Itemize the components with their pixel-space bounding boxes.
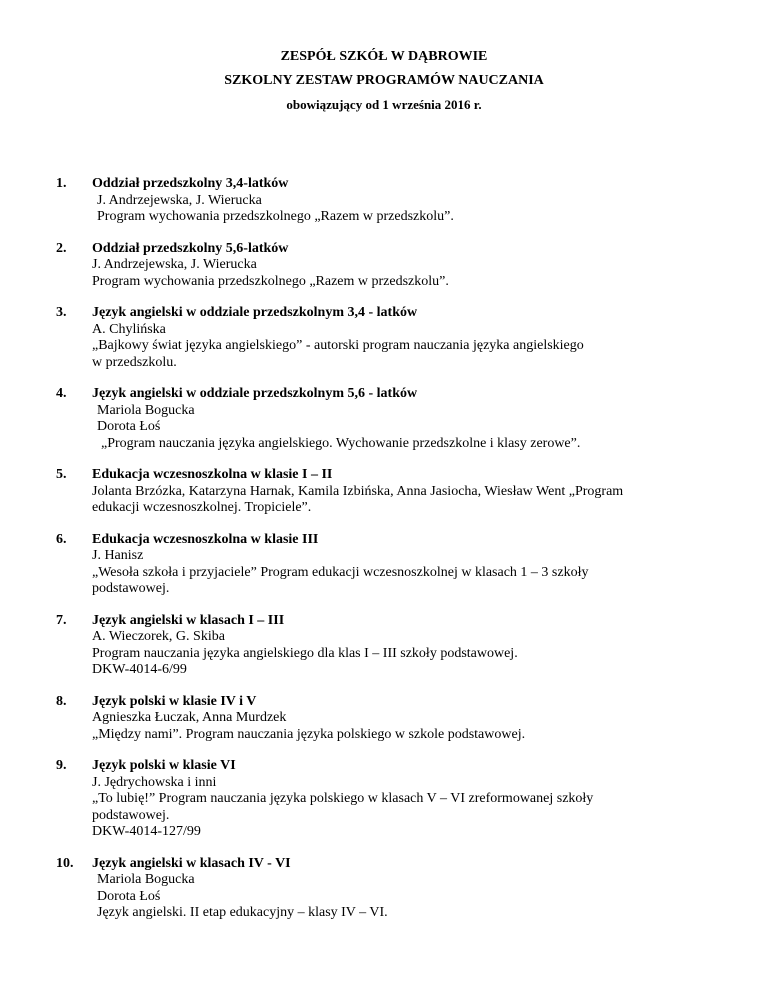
list-item [56,856,696,922]
item-program: Język angielski. II etap edukacyjny – klasy IV – VI. [97,905,388,920]
item-title: Język angielski w klasach I – III [92,612,285,628]
item-author: Mariola Bogucka [97,402,195,418]
item-authors: J. Andrzejewska, J. Wierucka [97,192,262,208]
program-list [56,176,696,937]
item-program: „To lubię!” Program nauczania języka polskiego w klasach V – VI zreformowanej szkoły [92,791,594,806]
item-program: „Wesoła szkoła i przyjaciele” Program edukacji wczesnoszkolnej w klasach 1 – 3 szkoły [92,564,589,580]
item-title: Oddział przedszkolny 3,4-latków [92,176,289,191]
item-number: 7. [56,612,67,628]
item-author: Mariola Bogucka [97,872,195,887]
item-authors: A. Wieczorek, G. Skiba [92,629,225,644]
item-title: Język polski w klasie VI [92,758,236,773]
item-number: 6. [56,531,67,547]
list-item [56,694,696,744]
item-author: Dorota Łoś [97,888,161,904]
item-program: Program wychowania przedszkolnego „Razem w przedszkolu”. [92,273,449,289]
item-number: 3. [56,305,67,320]
list-item [56,386,696,452]
item-title: Język angielski w klasach IV - VI [92,855,291,871]
item-approval-number: DKW-4014-127/99 [92,824,201,839]
document-title: SZKOLNY ZESTAW PROGRAMÓW NAUCZANIA [224,73,544,88]
item-title: Oddział przedszkolny 5,6-latków [92,240,289,256]
item-author: Dorota Łoś [97,419,161,434]
item-program-cont: w przedszkolu. [92,354,177,370]
item-authors: Agnieszka Łuczak, Anna Murdzek [92,710,287,725]
item-number: 8. [56,693,67,709]
list-item [56,758,696,841]
item-number: 9. [56,758,67,773]
item-title: Język angielski w oddziale przedszkolnym 5,6 - latków [92,386,418,401]
item-number: 10. [56,855,74,871]
item-authors: J. Andrzejewska, J. Wierucka [92,257,257,272]
list-item [56,613,696,679]
item-title: Edukacja wczesnoszkolna w klasie I – II [92,467,333,482]
validity-date: obowiązujący od 1 września 2016 r. [286,97,482,112]
item-program: „Między nami”. Program nauczania języka polskiego w szkole podstawowej. [92,726,526,742]
item-program-cont: podstawowej. [92,581,170,596]
school-name: ZESPÓŁ SZKÓŁ W DĄBROWIE [280,49,488,64]
item-authors: J. Jędrychowska i inni [92,774,217,790]
list-item [56,305,696,371]
item-program-cont: podstawowej. [92,807,170,823]
item-program-cont: edukacji wczesnoszkolnej. Tropiciele”. [92,500,312,515]
item-authors: Jolanta Brzózka, Katarzyna Harnak, Kamila Izbińska, Anna Jasiocha, Wiesław Went „Program [92,483,624,499]
list-item [56,241,696,291]
item-authors: A. Chylińska [92,321,166,337]
item-title: Język polski w klasie IV i V [92,693,257,709]
item-program: Program nauczania języka angielskiego dla klas I – III szkoły podstawowej. [92,645,518,661]
item-title: Edukacja wczesnoszkolna w klasie III [92,531,319,547]
list-item [56,532,696,598]
item-program: „Program nauczania języka angielskiego. Wychowanie przedszkolne i klasy zerowe”. [101,435,581,451]
item-program: „Bajkowy świat języka angielskiego” - autorski program nauczania języka angielskiego [92,338,584,353]
list-item [56,467,696,517]
item-number: 4. [56,386,67,401]
list-item [56,176,696,226]
item-number: 2. [56,240,67,256]
document-header [0,47,768,115]
item-number: 5. [56,467,67,482]
item-title: Język angielski w oddziale przedszkolnym 3,4 - latków [92,305,418,320]
item-authors: J. Hanisz [92,548,144,563]
item-approval-number: DKW-4014-6/99 [92,662,187,677]
item-number: 1. [56,176,67,191]
item-program: Program wychowania przedszkolnego „Razem w przedszkolu”. [97,209,454,224]
